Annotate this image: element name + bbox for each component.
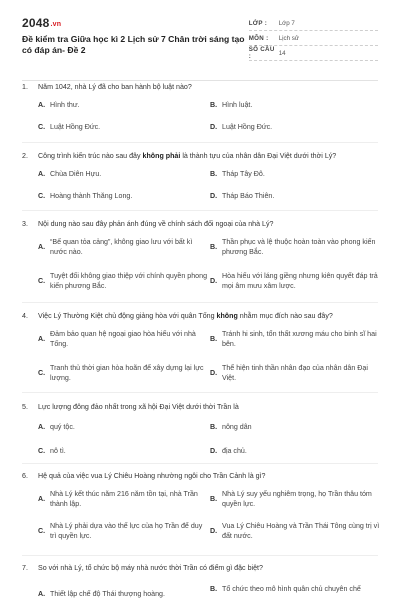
question-number: 2. — [22, 152, 28, 160]
question-divider — [22, 555, 378, 556]
option-b[interactable] — [210, 329, 382, 349]
question — [22, 82, 378, 131]
option-d[interactable] — [210, 271, 382, 291]
question-number: 6. — [22, 472, 28, 480]
question-text-part: Lực lượng đông đảo nhất trong xã hội Đại Việt dưới thời Trần là — [38, 403, 239, 411]
meta-label: LỚP : — [248, 19, 268, 27]
option-c[interactable] — [38, 446, 210, 456]
option-letter: D. — [210, 277, 218, 285]
question-text-emphasis: không — [216, 312, 238, 320]
option-letter: D. — [210, 369, 218, 377]
question-divider — [22, 210, 378, 211]
question-text-part: Việc Lý Thường Kiệt chủ động giảng hòa với quân Tống — [38, 312, 217, 320]
option-a[interactable] — [38, 100, 210, 110]
option-b[interactable] — [210, 237, 382, 257]
question-number: 4. — [22, 312, 28, 320]
option-letter: B. — [210, 101, 218, 109]
question-divider — [22, 392, 378, 393]
option-c[interactable] — [38, 363, 210, 383]
brand-suffix: .vn — [50, 21, 62, 28]
question-text-emphasis: không phải — [142, 152, 181, 160]
question-divider — [22, 463, 378, 464]
question-number: 1. — [22, 83, 28, 91]
option-letter: D. — [210, 447, 218, 455]
question-number: 5. — [22, 403, 28, 411]
option-text: nông dân — [222, 423, 252, 431]
question-number: 7. — [22, 564, 28, 572]
question-text-part: Năm 1042, nhà Lý đã cho ban hành bộ luật nào? — [38, 83, 192, 91]
option-letter: C. — [38, 192, 46, 200]
option-letter: C. — [38, 369, 46, 377]
option-text: Thần phục và lệ thuộc hoàn toàn vào phong kiến phương Bắc. — [222, 238, 376, 256]
question-text-part: So với nhà Lý, tổ chức bộ máy nhà nước thời Trần có điểm gì đặc biệt? — [38, 564, 263, 572]
option-text: Đảm bảo quan hệ ngoại giao hòa hiếu với nhà Tống. — [50, 330, 196, 348]
option-text: Tháp Tây Đô. — [222, 170, 265, 178]
option-letter: B. — [210, 170, 218, 178]
question-text — [38, 311, 333, 321]
option-letter: A. — [38, 243, 46, 251]
question-divider — [22, 142, 378, 143]
option-letter: C. — [38, 527, 46, 535]
option-text: quý tộc. — [50, 423, 75, 431]
option-text: Vua Lý Chiêu Hoàng và Trần Thái Tông cùng trị vì đất nước. — [222, 522, 380, 540]
question-text — [38, 219, 273, 229]
option-letter: D. — [210, 192, 218, 200]
question — [22, 219, 378, 290]
option-letter: A. — [38, 423, 46, 431]
option-a[interactable] — [38, 422, 210, 432]
brand-logo[interactable] — [22, 16, 249, 30]
option-text: nô tì. — [50, 447, 66, 455]
option-text: Nhà Lý phải dựa vào thế lực của họ Trần để duy trì quyền lực. — [50, 522, 203, 540]
header-divider — [22, 80, 378, 81]
option-d[interactable] — [210, 363, 382, 383]
question-stem — [22, 311, 378, 321]
header — [22, 14, 378, 72]
option-letter: C. — [38, 277, 46, 285]
question-stem — [22, 219, 378, 229]
option-text: Hòa hiếu với láng giềng nhưng kiên quyết đáp trả mọi âm mưu xâm lược. — [222, 272, 378, 290]
option-letter: A. — [38, 590, 46, 598]
question-divider — [22, 302, 378, 303]
option-d[interactable] — [210, 191, 382, 201]
option-d[interactable] — [210, 446, 382, 456]
option-a[interactable] — [38, 589, 210, 599]
option-letter: A. — [38, 170, 46, 178]
question-text — [38, 563, 263, 573]
option-a[interactable] — [38, 489, 210, 509]
option-b[interactable] — [210, 489, 382, 509]
meta-row-class — [249, 16, 378, 31]
option-text: Luật Hồng Đức. — [50, 123, 101, 131]
brand-number: 2048 — [22, 16, 50, 30]
meta-row-subject — [249, 31, 378, 46]
question-stem — [22, 402, 378, 412]
option-text: Hình luật. — [222, 101, 253, 109]
question-text-part: Hệ quả của việc vua Lý Chiêu Hoàng nhường ngôi cho Trần Cảnh là gì? — [38, 472, 266, 480]
option-c[interactable] — [38, 271, 210, 291]
option-letter: C. — [38, 123, 46, 131]
option-text: Tổ chức theo mô hình quân chủ chuyên chế — [222, 585, 361, 593]
option-letter: B. — [210, 243, 218, 251]
option-letter: A. — [38, 335, 46, 343]
meta-label: MÔN : — [248, 34, 269, 42]
question-text — [38, 82, 192, 92]
option-letter: D. — [210, 123, 218, 131]
option-text: Nhà Lý kết thúc năm 216 năm tồn tại, nhà Trần thành lập. — [50, 490, 198, 508]
question-text — [38, 151, 336, 161]
option-b[interactable] — [210, 169, 382, 179]
question-stem — [22, 82, 378, 92]
option-c[interactable] — [38, 191, 210, 201]
question-text-part: là thành tựu của nhân dân Đại Việt dưới thời Lý? — [180, 152, 337, 160]
option-letter: B. — [210, 335, 218, 343]
question-stem — [22, 151, 378, 161]
question-text-part: nhằm mục đích nào sau đây? — [237, 312, 333, 320]
option-b[interactable] — [210, 100, 382, 110]
meta-value: Lịch sử — [278, 34, 300, 42]
page-title: Đề kiểm tra Giữa học kì 2 Lịch sử 7 Chân trời sáng tạo có đáp án- Đề 2 — [22, 34, 245, 55]
question — [22, 402, 378, 455]
question-stem — [22, 563, 378, 573]
question — [22, 563, 378, 598]
option-letter: B. — [210, 495, 218, 503]
meta-info — [249, 16, 378, 72]
option-a[interactable] — [38, 169, 210, 179]
option-text: Tháp Báo Thiên. — [222, 192, 275, 200]
option-text: Thể hiện tinh thần nhân đạo của nhân dân Đại Việt. — [222, 364, 368, 382]
question — [22, 471, 380, 540]
option-letter: A. — [38, 101, 46, 109]
option-b[interactable] — [210, 422, 382, 432]
meta-label: SỐ CÂU : — [248, 46, 275, 60]
option-d[interactable] — [210, 122, 382, 132]
option-c[interactable] — [38, 122, 210, 132]
option-text: Nhà Lý suy yếu nghiêm trọng, họ Trần thâu tóm quyền lực. — [222, 490, 372, 508]
question — [22, 311, 378, 382]
option-text: Hình thư. — [50, 101, 80, 109]
option-text: Tranh thủ thời gian hòa hoãn để xây dựng lại lực lượng. — [50, 364, 204, 382]
option-text: Chùa Diên Hựu. — [50, 170, 102, 178]
question-text — [38, 402, 239, 412]
question-stem — [22, 471, 378, 481]
option-letter: A. — [38, 495, 46, 503]
option-b[interactable] — [210, 584, 382, 594]
meta-row-count — [249, 46, 378, 61]
option-text: “Bế quan tỏa cảng”, không giao lưu với bất kì nước nào. — [50, 238, 193, 256]
option-text: địa chủ. — [222, 447, 247, 455]
option-a[interactable] — [38, 237, 210, 257]
option-letter: D. — [210, 527, 218, 535]
option-c[interactable] — [38, 521, 210, 541]
question — [22, 151, 378, 200]
question-text-part: Nội dung nào sau đây phản ánh đúng về chính sách đối ngoại của nhà Lý? — [38, 220, 274, 228]
header-left — [22, 14, 249, 72]
option-letter: C. — [38, 447, 46, 455]
option-letter: B. — [210, 423, 218, 431]
question-number: 3. — [22, 220, 28, 228]
option-text: Thiết lập chế độ Thái thượng hoàng. — [50, 590, 165, 598]
meta-value: Lớp 7 — [278, 19, 295, 27]
option-text: Tránh hi sinh, tổn thất xương máu cho binh sĩ hai bên. — [222, 330, 377, 348]
question-text-part: Công trình kiến trúc nào sau đây — [38, 152, 143, 160]
question-text — [38, 471, 265, 481]
option-text: Tuyệt đối không giao thiệp với chính quyền phong kiến phương Bắc. — [50, 272, 208, 290]
option-letter: B. — [210, 585, 218, 593]
option-text: Luật Hồng Đức. — [222, 123, 273, 131]
option-a[interactable] — [38, 329, 210, 349]
option-d[interactable] — [210, 521, 382, 541]
option-text: Hoàng thành Thăng Long. — [50, 192, 133, 200]
meta-value: 14 — [278, 49, 286, 57]
